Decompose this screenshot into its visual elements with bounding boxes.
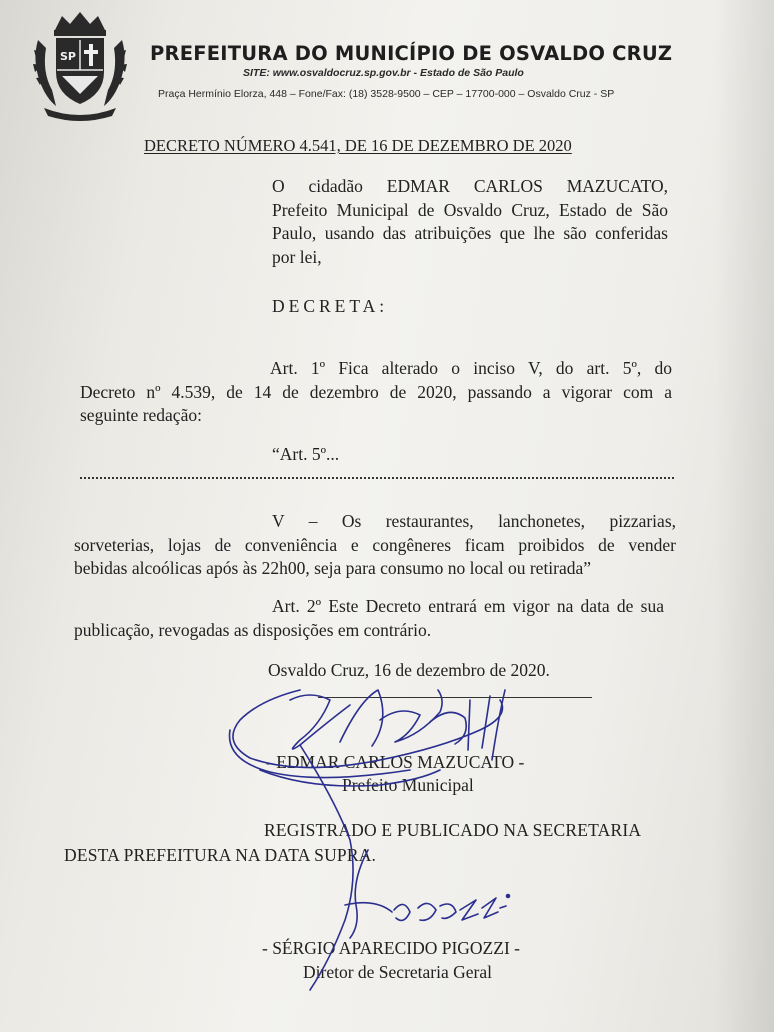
article-1-line: seguinte redação: bbox=[80, 405, 202, 425]
secretary-role: Diretor de Secretaria Geral bbox=[303, 962, 492, 982]
municipality-title: PREFEITURA DO MUNICÍPIO DE OSVALDO CRUZ bbox=[150, 42, 673, 65]
intro-paragraph bbox=[272, 175, 668, 269]
mayor-name: - EDMAR CARLOS MAZUCATO - bbox=[266, 752, 525, 772]
quoted-article-5: “Art. 5º... bbox=[272, 444, 340, 464]
registration-line-2: DESTA PREFEITURA NA DATA SUPRA. bbox=[64, 845, 377, 865]
secretary-name: - SÉRGIO APARECIDO PIGOZZI - bbox=[262, 938, 520, 958]
intro-line: O cidadão EDMAR CARLOS MAZUCATO, bbox=[272, 176, 668, 196]
article-2-line: publicação, revogadas as disposições em contrário. bbox=[74, 619, 432, 640]
page-edge-shadow bbox=[714, 0, 774, 1032]
intro-line: Prefeito Municipal de Osvaldo Cruz, Estado de São bbox=[272, 199, 668, 220]
dotted-separator bbox=[80, 477, 674, 479]
date-line: Osvaldo Cruz, 16 de dezembro de 2020. bbox=[268, 660, 550, 680]
article-2 bbox=[74, 595, 664, 642]
mayor-role: Prefeito Municipal bbox=[342, 775, 474, 795]
decreta-heading: DECRETA: bbox=[272, 296, 389, 316]
inciso-v-line: V – Os restaurantes, lanchonetes, pizzarias, bbox=[272, 511, 676, 531]
intro-line: Paulo, usando das atribuições que lhe são conferidas bbox=[272, 223, 668, 243]
article-1 bbox=[80, 357, 672, 428]
article-1-line: Decreto nº 4.539, de 14 de dezembro de 2020, passando a vigorar com a bbox=[80, 381, 672, 402]
decree-title: DECRETO NÚMERO 4.541, DE 16 DE DEZEMBRO DE 2020 bbox=[144, 136, 572, 155]
signature-line bbox=[318, 697, 592, 698]
inciso-v-line: sorveterias, lojas de conveniência e congêneres ficam proibidos de vender bbox=[74, 534, 676, 555]
inciso-v bbox=[74, 510, 676, 581]
article-2-line: Art. 2º Este Decreto entrará em vigor na data de sua bbox=[272, 596, 664, 616]
intro-line: por lei, bbox=[272, 246, 322, 267]
inciso-v-line: bebidas alcoólicas após às 22h00, seja para consumo no local ou retirada” bbox=[74, 558, 592, 578]
article-1-line: Art. 1º Fica alterado o inciso V, do art. 5º, do bbox=[270, 358, 672, 378]
website-line: SITE: www.osvaldocruz.sp.gov.br - Estado de São Paulo bbox=[243, 67, 524, 79]
crest-sp-text: SP bbox=[60, 50, 76, 63]
coat-of-arms-icon bbox=[30, 10, 130, 122]
registration-line-1: REGISTRADO E PUBLICADO NA SECRETARIA bbox=[264, 820, 642, 840]
address-line: Praça Hermínio Elorza, 448 – Fone/Fax: (18) 3528-9500 – CEP – 17700-000 – Osvaldo Cruz - SP bbox=[158, 88, 615, 100]
